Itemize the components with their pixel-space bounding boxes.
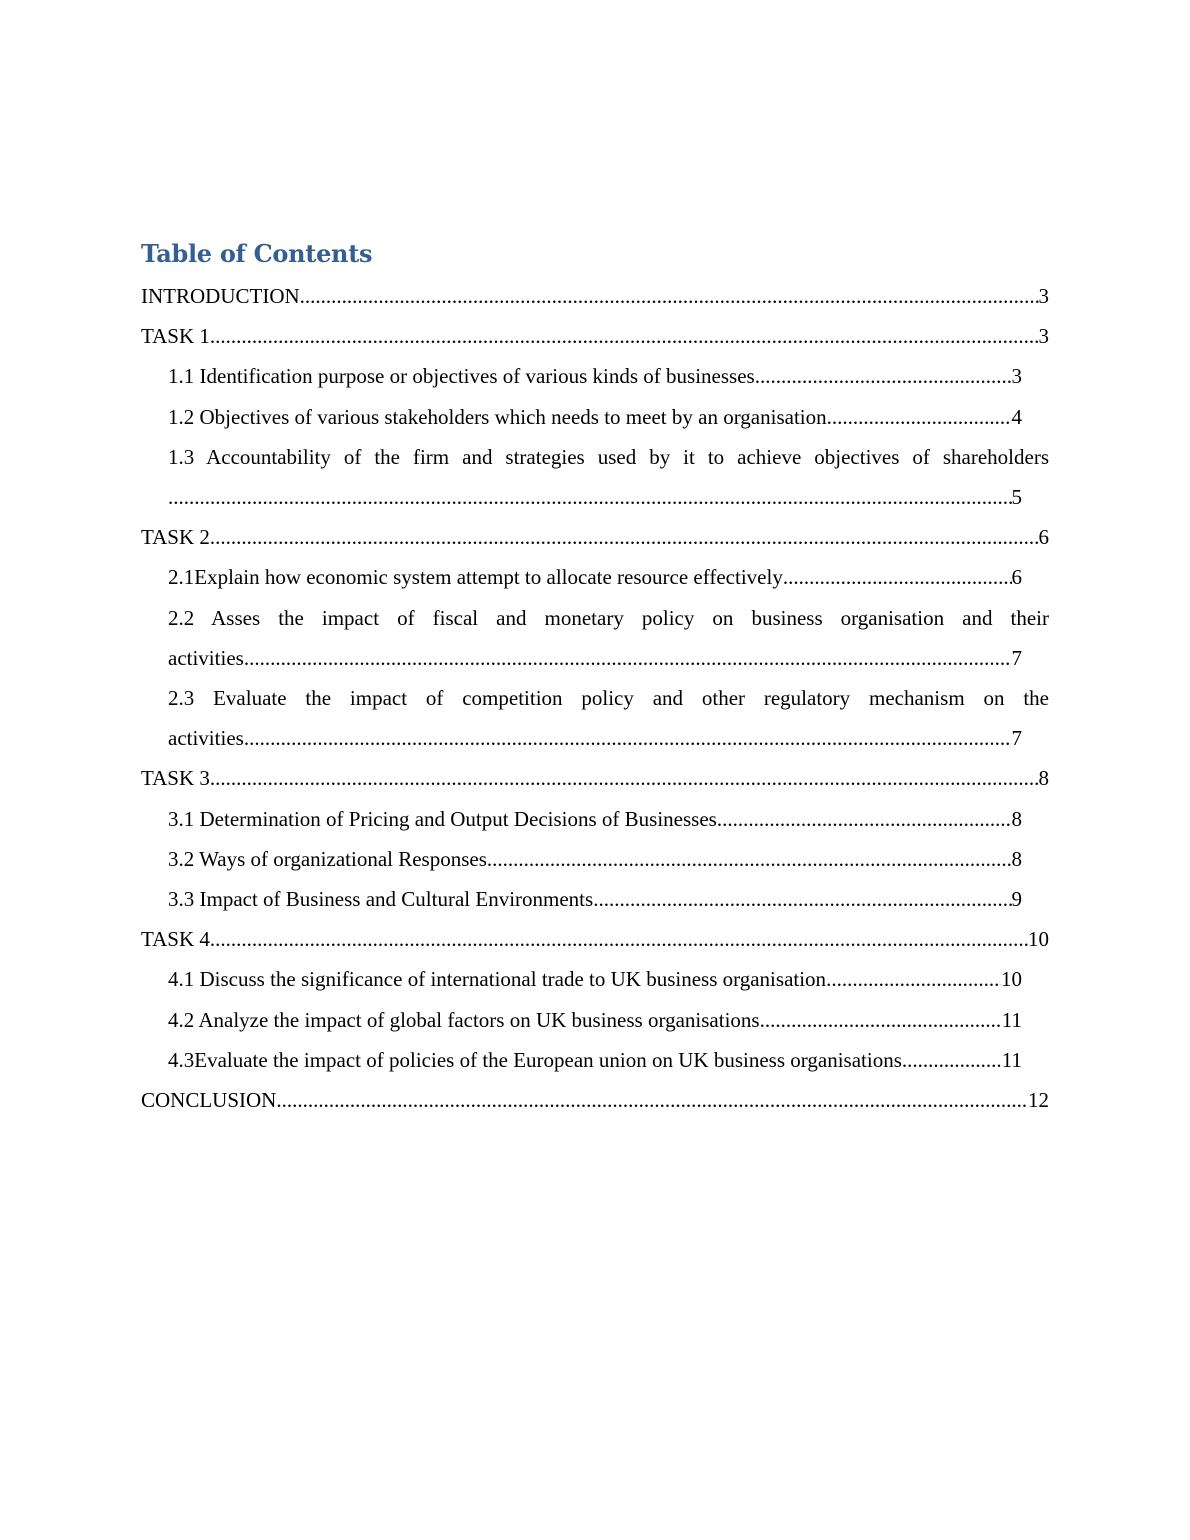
- dot-leader: [487, 839, 1012, 879]
- toc-page-number: 3: [1038, 324, 1049, 349]
- toc-entry-3-2[interactable]: [141, 839, 1049, 879]
- toc-page-number: 4: [1011, 404, 1022, 429]
- toc-entry-4-1[interactable]: [141, 959, 1049, 999]
- toc-page-number: 7: [1011, 726, 1022, 751]
- toc-entry-label: TASK 1: [141, 324, 210, 349]
- toc-entry-label: 3.3 Impact of Business and Cultural Environments: [168, 887, 594, 912]
- dot-leader: [907, 1040, 1002, 1080]
- toc-entry-label: INTRODUCTION: [141, 284, 300, 308]
- toc-entry-label: TASK 2: [141, 525, 210, 550]
- toc-entry-4-2[interactable]: [141, 1000, 1049, 1040]
- dot-leader: [826, 959, 1001, 999]
- toc-entry-label: 3.1 Determination of Pricing and Output Decisions of Businesses: [168, 806, 717, 831]
- dot-leader: [210, 517, 1039, 557]
- dot-leader: [244, 638, 1012, 678]
- toc-page-number: 9: [1011, 887, 1022, 912]
- toc-entry-label-continued: activities: [168, 726, 244, 751]
- toc-entry-label: 4.1 Discuss the significance of international trade to UK business organisation: [168, 967, 827, 992]
- toc-page-number: 7: [1011, 645, 1022, 670]
- toc-entry-1-2[interactable]: [141, 397, 1049, 437]
- dot-leader: [210, 316, 1039, 356]
- dot-leader: [276, 1080, 1028, 1120]
- toc-entry-label: 1.3 Accountability of the firm and strategies used by it to achieve objectives of shareholders: [168, 444, 1049, 469]
- toc-page-number: 10: [1001, 967, 1022, 992]
- toc-entry-1-1[interactable]: [141, 356, 1049, 396]
- dot-leader: [593, 879, 1011, 919]
- toc-page-number: 11: [1001, 1007, 1022, 1032]
- dot-leader: [244, 718, 1012, 758]
- toc-page-number: 3: [1038, 284, 1049, 308]
- toc-entry-label: 3.2 Ways of organizational Responses: [168, 846, 487, 871]
- toc-page-number: 5: [1011, 485, 1022, 510]
- toc-entry-2-3-continued[interactable]: [141, 718, 1049, 758]
- toc-entry-conclusion[interactable]: [141, 1080, 1049, 1120]
- dot-leader: [300, 276, 1039, 316]
- dot-leader: [827, 397, 1012, 437]
- toc-page-number: 6: [1011, 565, 1022, 590]
- toc-entry-label: 2.1Explain how economic system attempt to allocate resource effectively: [168, 565, 783, 590]
- toc-entry-3-3[interactable]: [141, 879, 1049, 919]
- toc-page-number: 10: [1028, 927, 1049, 952]
- toc-entry-2-1[interactable]: [141, 557, 1049, 597]
- toc-entry-label: 4.2 Analyze the impact of global factors on UK business organisations: [168, 1007, 760, 1032]
- toc-entry-2-3[interactable]: [141, 678, 1049, 718]
- toc-page-number: 6: [1038, 525, 1049, 550]
- toc-entry-task-1[interactable]: [141, 316, 1049, 356]
- toc-entry-2-2[interactable]: [141, 598, 1049, 638]
- toc-entry-3-1[interactable]: [141, 799, 1049, 839]
- toc-title: Table of Contents: [141, 239, 373, 268]
- toc-entry-label: 4.3Evaluate the impact of policies of the European union on UK business organisations.: [168, 1047, 908, 1072]
- dot-leader: [210, 919, 1028, 959]
- toc-entry-2-2-continued[interactable]: [141, 638, 1049, 678]
- toc-entry-1-3[interactable]: [141, 437, 1049, 477]
- toc-page-number: 11: [1001, 1047, 1022, 1072]
- toc-entry-task-2[interactable]: [141, 517, 1049, 557]
- toc-entry-label: 1.1 Identification purpose or objectives of various kinds of businesses: [168, 364, 755, 389]
- toc-entry-label: 2.3 Evaluate the impact of competition policy and other regulatory mechanism on the: [168, 686, 1049, 711]
- toc-entry-label: 1.2 Objectives of various stakeholders which needs to meet by an organisation: [168, 404, 827, 429]
- toc-page-number: 8: [1011, 846, 1022, 871]
- toc-entry-label: TASK 3: [141, 766, 210, 791]
- toc-entry-task-4[interactable]: [141, 919, 1049, 959]
- toc-page-number: 3: [1011, 364, 1022, 389]
- dot-leader: [760, 1000, 1002, 1040]
- toc-entry-label: CONCLUSION: [141, 1088, 277, 1113]
- toc-page-number: 8: [1011, 806, 1022, 831]
- dot-leader: [717, 799, 1012, 839]
- toc-entry-label: 2.2 Asses the impact of fiscal and monetary policy on business organisation and their: [168, 605, 1049, 630]
- toc-entry-1-3-continued[interactable]: [141, 477, 1049, 517]
- toc-entry-introduction[interactable]: [141, 276, 1049, 316]
- toc-page-number: 12: [1028, 1088, 1049, 1113]
- toc-entry-label-continued: activities: [168, 645, 244, 670]
- dot-leader: [168, 477, 1012, 517]
- toc-entry-4-3[interactable]: [141, 1040, 1049, 1080]
- table-of-contents: [141, 236, 1049, 1120]
- dot-leader: [755, 356, 1012, 396]
- dot-leader: [210, 758, 1039, 798]
- toc-page-number: 8: [1038, 766, 1049, 791]
- dot-leader: [783, 557, 1012, 597]
- toc-entry-label: TASK 4: [141, 927, 210, 952]
- toc-entry-task-3[interactable]: [141, 758, 1049, 798]
